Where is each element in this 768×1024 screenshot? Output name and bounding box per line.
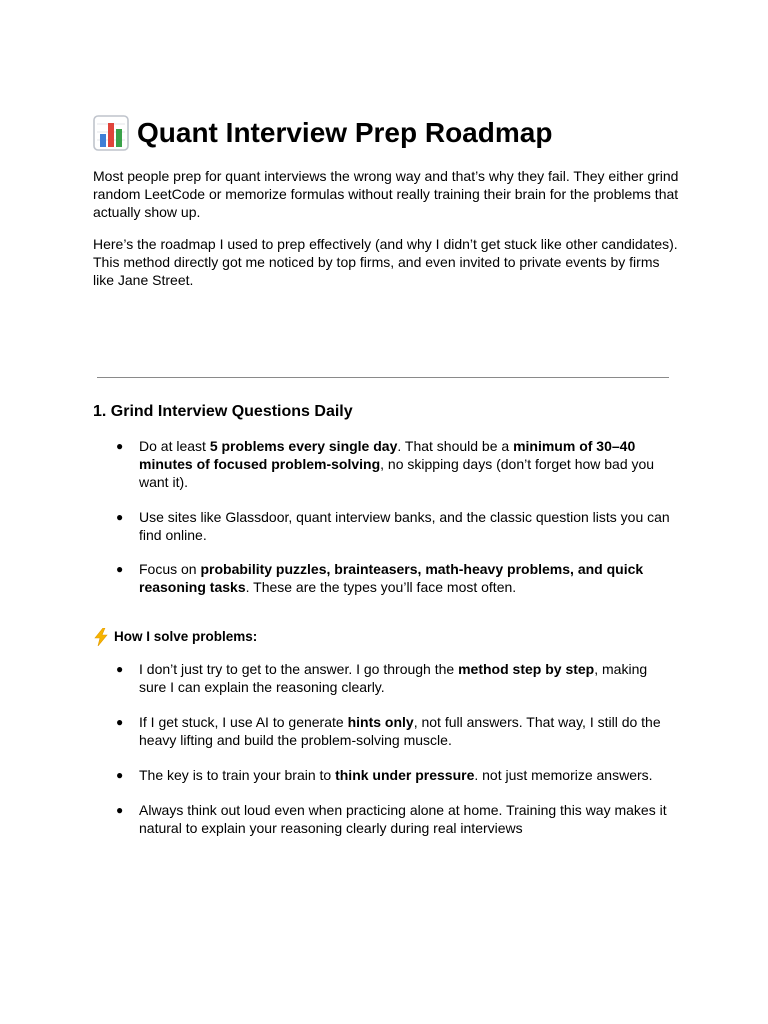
item-bold-text: think under pressure [335,767,475,783]
item-text: I don’t just try to get to the answer. I go through the [139,661,459,677]
item-text: , making sure I can explain the reasoning clearly. [139,661,648,695]
solve-subheading [93,628,257,646]
item-text: . not just memorize answers. [474,767,653,783]
page-title [93,113,552,153]
item-text: . That should be a [397,438,514,454]
intro-paragraph-1: Most people prep for quant interviews the wrong way and that’s why they fail. They either grind random LeetCode or memorize formulas without really training their brain for the problems that actually show up. [93,168,679,220]
list-item [0,660,675,696]
intro-paragraph-2: Here’s the roadmap I used to prep effectively (and why I didn’t get stuck like other candidates). This method directly got me noticed by top firms, and even invited to private events by firms like Jane Street. [93,236,678,288]
item-bold-text: 5 problems every single day [209,438,398,454]
item-text: Do at least [139,438,210,454]
bullet-icon: ● [116,439,124,453]
item-bold-text: method step by step [458,661,595,677]
item-bold-text: probability puzzles, brainteasers, math-heavy problems, and quick reasoning tasks [139,561,644,595]
page-title-text: Quant Interview Prep Roadmap [137,117,553,148]
solve-method-list [0,660,768,854]
section-heading: 1. Grind Interview Questions Daily [93,403,353,420]
list-item [0,560,675,596]
bullet-icon: ● [116,768,124,782]
item-text: Always think out loud even when practicing alone at home. Training this way makes it natural to explain your reasoning clearly during real interviews [139,802,667,836]
list-item [0,713,675,749]
lightning-bolt-icon [93,628,109,646]
list-item [0,508,675,544]
item-text: Focus on [139,561,201,577]
bullet-icon: ● [116,715,124,729]
bullet-icon: ● [116,510,124,524]
item-text: The key is to train your brain to [139,767,336,783]
list-item [0,437,675,491]
item-text: , not full answers. That way, I still do the heavy lifting and build the problem-solving muscle. [139,714,661,748]
item-text: . These are the types you’ll face most often. [245,579,517,595]
item-text: Use sites like Glassdoor, quant interview banks, and the classic question lists you can find online. [139,509,670,543]
solve-subheading-text: How I solve problems: [114,629,258,644]
bar-chart-icon [93,115,129,151]
item-text: , no skipping days (don’t forget how bad you want it). [139,456,655,490]
bullet-icon: ● [116,662,124,676]
list-item [0,766,675,784]
horizontal-divider [97,377,669,378]
item-text: If I get stuck, I use AI to generate [139,714,348,730]
item-bold-text: minimum of 30–40 minutes of focused problem-solving [139,438,636,472]
bullet-icon: ● [116,803,124,817]
item-bold-text: hints only [347,714,414,730]
list-item [0,801,675,837]
bullet-icon: ● [116,562,124,576]
daily-practice-list [0,437,768,613]
